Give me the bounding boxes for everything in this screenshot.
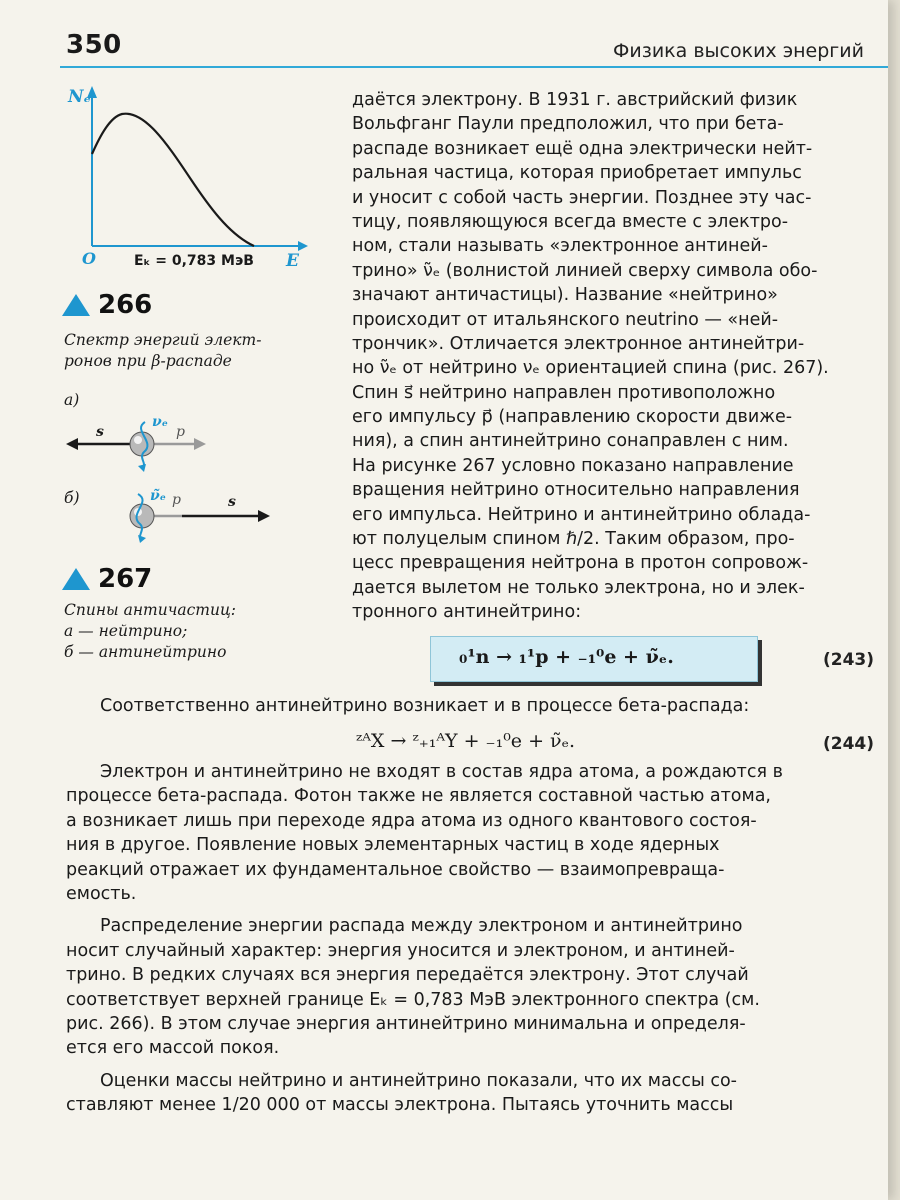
text-line: происходит от итальянского neutrino — «ней- — [352, 309, 779, 330]
body-text — [66, 760, 888, 1117]
rotation-arrowhead — [138, 535, 146, 543]
caption-line: б — антинейтрино — [64, 643, 227, 661]
y-axis-label: Nₑ — [68, 87, 92, 107]
figure-267-label — [62, 564, 152, 594]
figure-266-caption — [64, 330, 261, 372]
caption-line: Спины античастиц: — [64, 601, 236, 619]
antineutrino-symbol: ν̃ₑ — [150, 488, 166, 504]
text-line: а возникает лишь при переходе ядра атома из одного квантового состоя- — [66, 810, 757, 831]
panel-b-label: б) — [64, 489, 80, 507]
figure-267-number: 267 — [98, 564, 153, 594]
text-line: носит случайный характер: энергия уносится и электроном, и антиней- — [66, 940, 735, 961]
text-line: цесс превращения нейтрона в протон сопровож- — [352, 553, 809, 574]
column-text — [352, 88, 888, 625]
text-line: Оценки массы нейтрино и антинейтрино показали, что их массы со- — [100, 1070, 737, 1091]
rotation-arrowhead — [138, 464, 146, 472]
text-line: трино» ν̃ₑ (волнистой линией сверху символа обо- — [352, 260, 818, 281]
caption-line: ронов при β-распаде — [64, 352, 232, 370]
text-line: ния), а спин антинейтрино сонаправлен с ним. — [352, 431, 789, 452]
text-line: распаде возникает ещё одна электрически нейт- — [352, 138, 813, 159]
beta-spectrum-graph — [60, 82, 310, 272]
paragraph-gap — [66, 906, 888, 914]
text-line: трино. В редких случаях вся энергия передаётся электрону. Этот случай — [66, 965, 749, 986]
text-line: Распределение энергии распада между электроном и антинейтрино — [100, 916, 743, 937]
caption-line: а — нейтрино; — [64, 622, 188, 640]
text-line: тронного антинейтрино: — [352, 602, 582, 623]
figure-266-label — [62, 290, 152, 320]
equation-244: ᶻᴬX → ᶻ₊₁ᴬY + ₋₁⁰e + ν̃ₑ. — [356, 730, 576, 752]
neutrino-ball-icon — [130, 432, 154, 456]
figure-marker-icon — [62, 568, 90, 590]
equation-243-number: (243) — [822, 650, 874, 670]
text-line: но ν̃ₑ от нейтрино νₑ ориентацией спина (рис. 267). — [352, 358, 829, 379]
text-line: процессе бета-распада. Фотон также не является составной частью атома, — [66, 786, 771, 807]
figure-266-number: 266 — [98, 290, 153, 320]
text-line: Спин s⃗ нейтрино направлен противоположно — [352, 382, 776, 403]
equation-244-number: (244) — [822, 734, 874, 754]
text-line: даётся электрону. В 1931 г. австрийский физик — [352, 90, 798, 110]
momentum-symbol: p — [176, 424, 185, 440]
text-line: вращения нейтрино относительно направления — [352, 480, 800, 501]
equation-243-box — [430, 636, 758, 682]
text-line: ставляют менее 1/20 000 от массы электрона. Пытаясь уточнить массы — [66, 1095, 734, 1116]
antineutrino-ball-icon — [130, 504, 154, 528]
text-line: его импульса. Нейтрино и антинейтрино облада- — [352, 504, 811, 525]
neutrino-spin-diagram — [60, 412, 290, 474]
header-rule — [60, 66, 888, 68]
text-line: ния в другое. Появление новых элементарных частиц в ходе ядерных — [66, 835, 720, 856]
paragraph-gap — [66, 1061, 888, 1069]
text-line: трончик». Отличается электронное антинейтри- — [352, 333, 805, 354]
antineutrino-spin-diagram — [60, 482, 290, 544]
text-line: тицу, появляющуюся всегда вместе с электро- — [352, 211, 789, 232]
text-line: значают античастицы). Название «нейтрино» — [352, 285, 778, 306]
caption-line: Спектр энергий элект- — [64, 331, 262, 349]
text-line: ется его массой покоя. — [66, 1038, 280, 1059]
origin-label: O — [82, 249, 96, 268]
momentum-symbol: p — [172, 492, 181, 508]
text-line: соответствует верхней границе Eₖ = 0,783 МэВ электронного спектра (см. — [66, 989, 760, 1010]
text-line: реакций отражает их фундаментальное свойство — взаимопревраща- — [66, 859, 725, 880]
text-line: его импульсу p⃗ (направлению скорости движе- — [352, 407, 793, 428]
spin-symbol: s — [228, 494, 236, 510]
text-line: ют полуцелым спином ℏ/2. Таким образом, про- — [352, 529, 795, 550]
x-axis-arrow — [298, 241, 308, 251]
figure-267-caption — [64, 600, 236, 663]
x-axis-label: E — [286, 251, 299, 271]
text-line: Электрон и антинейтрино не входят в состав ядра атома, а рождаются в — [100, 762, 783, 782]
energy-threshold-label: Eₖ = 0,783 МэВ — [134, 253, 254, 269]
momentum-arrowhead — [194, 438, 206, 450]
spin-symbol: s — [96, 424, 104, 440]
text-line: Вольфганг Паули предположил, что при бета- — [352, 114, 784, 135]
equation-243: ₀¹n → ₁¹p + ₋₁⁰e + ν̃ₑ. — [459, 646, 674, 668]
text-line: ном, стали называть «электронное антиней- — [352, 236, 768, 257]
spectrum-curve — [92, 114, 254, 246]
running-title: Физика высоких энергий — [613, 40, 864, 62]
spin-arrowhead — [258, 510, 270, 522]
ball-highlight — [134, 436, 142, 444]
text-line: дается вылетом не только электрона, но и элек- — [352, 577, 805, 598]
text-line: емость. — [66, 883, 137, 904]
text-line: рис. 266). В этом случае энергия антинейтрино минимальна и определя- — [66, 1013, 746, 1034]
text-line: ральная частица, которая приобретает импульс — [352, 163, 802, 184]
spin-arrowhead — [66, 438, 78, 450]
figure-marker-icon — [62, 294, 90, 316]
neutrino-symbol: νₑ — [152, 414, 168, 430]
panel-a-label: а) — [64, 391, 80, 409]
page-number: 350 — [66, 30, 122, 60]
text-line: На рисунке 267 условно показано направление — [352, 455, 794, 476]
equation-244-intro: Соответственно антинейтрино возникает и в процессе бета-распада: — [100, 696, 750, 716]
text-line: и уносит с собой часть энергии. Позднее эту час- — [352, 187, 812, 208]
